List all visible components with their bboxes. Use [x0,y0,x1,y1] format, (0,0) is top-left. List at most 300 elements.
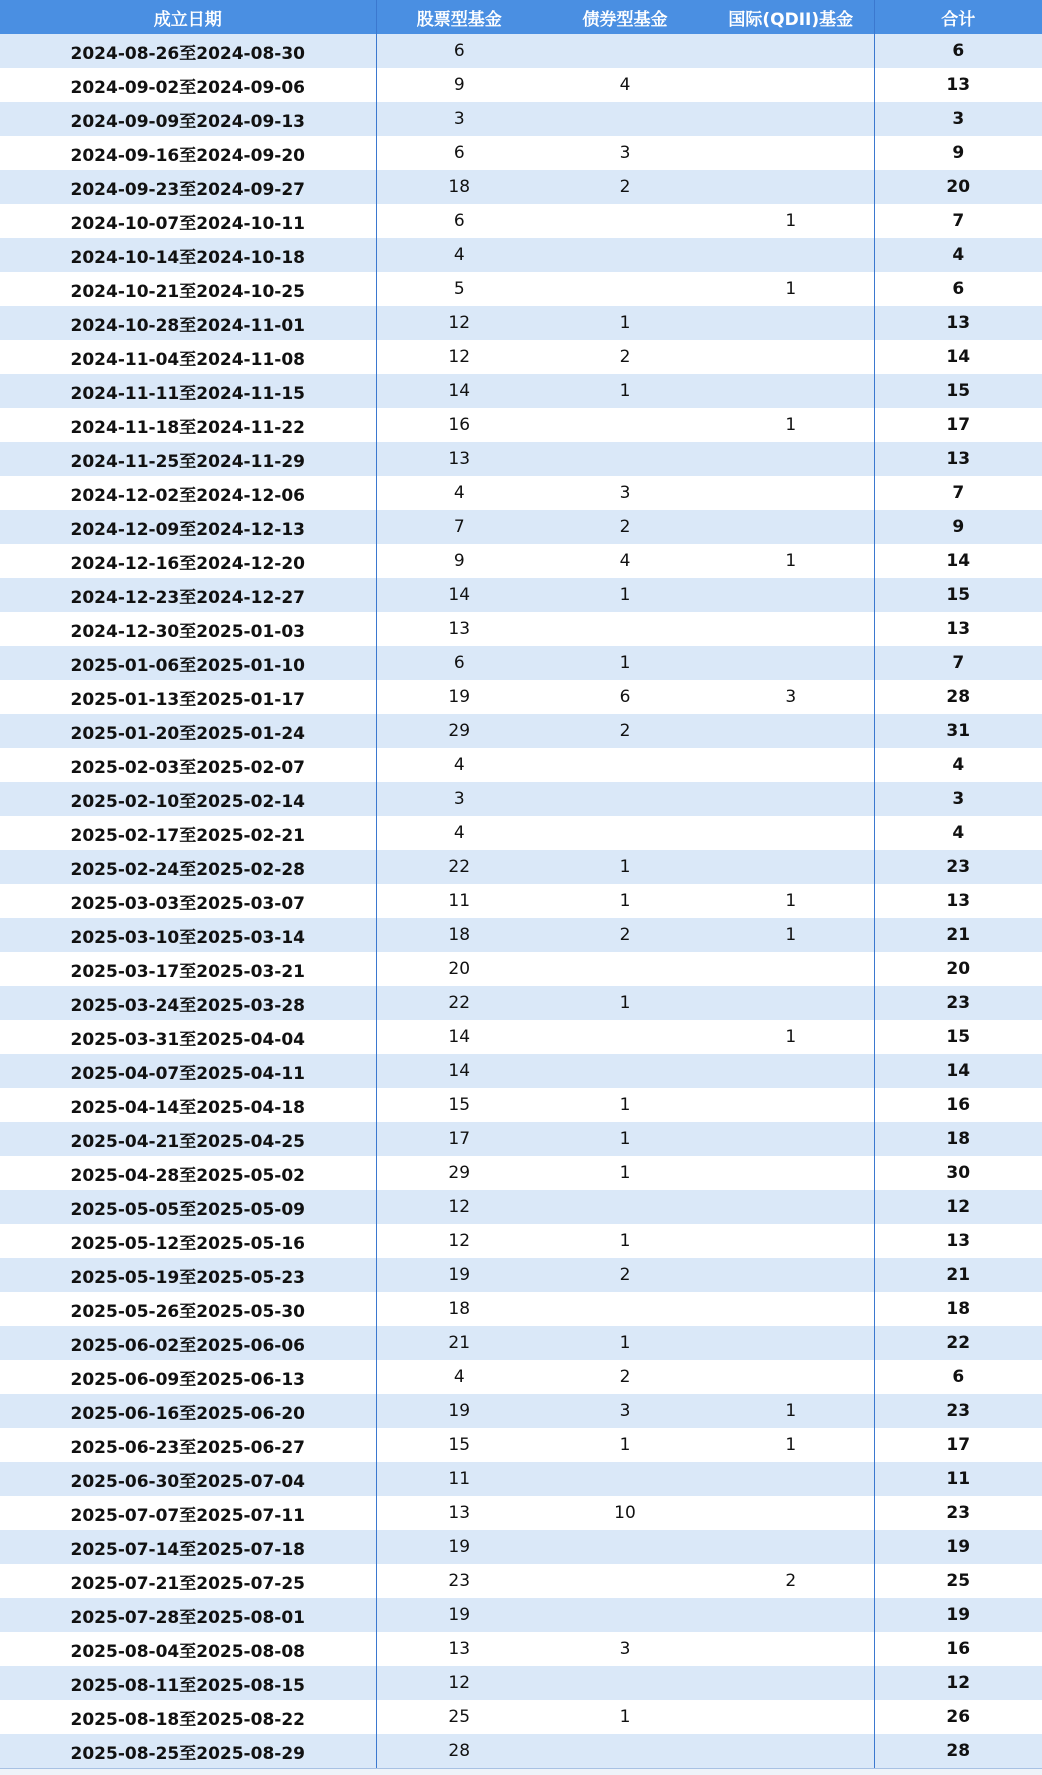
cell-equity: 4 [376,748,542,782]
header-qdii-fund: 国际(QDII)基金 [708,0,874,34]
cell-bond: 1 [542,884,708,918]
cell-qdii [708,1360,874,1394]
cell-total: 20 [874,170,1042,204]
cell-equity: 13 [376,442,542,476]
cell-date: 2025-03-10至2025-03-14 [0,918,376,952]
table-row [0,238,1042,272]
cell-bond [542,408,708,442]
cell-date: 2024-12-23至2024-12-27 [0,578,376,612]
cell-qdii [708,1598,874,1632]
cell-qdii [708,340,874,374]
cell-equity: 29 [376,714,542,748]
table-row [0,884,1042,918]
cell-qdii [708,442,874,476]
cell-qdii [708,578,874,612]
table-row [0,714,1042,748]
table-row [0,680,1042,714]
cell-date: 2024-11-18至2024-11-22 [0,408,376,442]
cell-qdii: 1 [708,1428,874,1462]
header-bond-fund: 债券型基金 [542,0,708,34]
table-row [0,544,1042,578]
cell-bond: 4 [542,68,708,102]
cell-date: 2025-04-14至2025-04-18 [0,1088,376,1122]
table-row [0,1734,1042,1768]
cell-date: 2025-06-16至2025-06-20 [0,1394,376,1428]
cell-date: 2025-08-25至2025-08-29 [0,1734,376,1768]
cell-bond [542,1054,708,1088]
cell-qdii: 1 [708,918,874,952]
cell-date: 2025-08-04至2025-08-08 [0,1632,376,1666]
table-row [0,170,1042,204]
cell-qdii: 1 [708,544,874,578]
cell-bond: 1 [542,646,708,680]
cell-equity: 14 [376,578,542,612]
cell-date: 2025-05-05至2025-05-09 [0,1190,376,1224]
cell-qdii [708,748,874,782]
cell-date: 2025-07-07至2025-07-11 [0,1496,376,1530]
cell-total: 6 [874,1360,1042,1394]
table-row [0,1360,1042,1394]
cell-date: 2024-11-11至2024-11-15 [0,374,376,408]
cell-qdii [708,1156,874,1190]
cell-qdii [708,714,874,748]
cell-bond [542,442,708,476]
cell-date: 2024-09-23至2024-09-27 [0,170,376,204]
cell-total: 23 [874,1496,1042,1530]
table-row [0,986,1042,1020]
cell-bond [542,1666,708,1700]
cell-qdii: 1 [708,204,874,238]
cell-qdii: 1 [708,408,874,442]
cell-equity: 20 [376,952,542,986]
cell-bond: 1 [542,1326,708,1360]
table-row [0,136,1042,170]
cell-bond [542,1530,708,1564]
header-row [0,0,1042,34]
cell-qdii [708,510,874,544]
cell-total: 28 [874,1734,1042,1768]
table-row [0,102,1042,136]
cell-qdii [708,1326,874,1360]
cell-equity: 13 [376,1496,542,1530]
cell-date: 2025-03-17至2025-03-21 [0,952,376,986]
cell-bond: 3 [542,136,708,170]
cell-total: 6 [874,272,1042,306]
cell-equity: 5 [376,272,542,306]
table-row [0,374,1042,408]
cell-bond: 4 [542,544,708,578]
cell-bond [542,748,708,782]
cell-qdii [708,1088,874,1122]
header-total: 合计 [874,0,1042,34]
table-row [0,204,1042,238]
cell-qdii [708,782,874,816]
table-row [0,1462,1042,1496]
table-row [0,510,1042,544]
cell-date: 2025-01-13至2025-01-17 [0,680,376,714]
cell-equity: 4 [376,238,542,272]
cell-date: 2025-04-28至2025-05-02 [0,1156,376,1190]
table-body [0,34,1042,1768]
cell-total: 15 [874,374,1042,408]
cell-bond: 2 [542,1258,708,1292]
cell-qdii [708,1632,874,1666]
cell-bond: 2 [542,170,708,204]
table-row [0,952,1042,986]
cell-date: 2024-09-16至2024-09-20 [0,136,376,170]
cell-qdii [708,170,874,204]
cell-total: 17 [874,1428,1042,1462]
cell-total: 19 [874,1598,1042,1632]
cell-equity: 12 [376,1666,542,1700]
cell-equity: 14 [376,1054,542,1088]
cell-bond [542,272,708,306]
cell-total: 7 [874,476,1042,510]
cell-total: 7 [874,204,1042,238]
cell-total: 21 [874,918,1042,952]
cell-date: 2025-05-12至2025-05-16 [0,1224,376,1258]
table-row [0,1428,1042,1462]
cell-equity: 11 [376,1462,542,1496]
cell-bond: 1 [542,1428,708,1462]
cell-total: 17 [874,408,1042,442]
cell-bond [542,1734,708,1768]
table-row [0,1632,1042,1666]
cell-total: 13 [874,612,1042,646]
cell-date: 2024-11-04至2024-11-08 [0,340,376,374]
cell-date: 2024-12-30至2025-01-03 [0,612,376,646]
table-header [0,0,1042,34]
cell-bond: 1 [542,578,708,612]
cell-qdii [708,476,874,510]
cell-bond: 1 [542,850,708,884]
cell-date: 2025-02-03至2025-02-07 [0,748,376,782]
cell-total: 6 [874,34,1042,68]
cell-equity: 28 [376,1734,542,1768]
cell-total: 4 [874,816,1042,850]
cell-qdii [708,1666,874,1700]
cell-total: 14 [874,340,1042,374]
cell-bond: 1 [542,1122,708,1156]
cell-bond: 1 [542,986,708,1020]
cell-bond: 1 [542,1088,708,1122]
cell-equity: 18 [376,170,542,204]
table-row [0,1258,1042,1292]
cell-total: 16 [874,1088,1042,1122]
cell-date: 2025-08-11至2025-08-15 [0,1666,376,1700]
cell-qdii: 1 [708,884,874,918]
cell-total: 25 [874,1564,1042,1598]
cell-bond: 1 [542,306,708,340]
table-row [0,1292,1042,1326]
cell-total: 30 [874,1156,1042,1190]
cell-equity: 13 [376,612,542,646]
cell-bond: 2 [542,918,708,952]
cell-equity: 14 [376,1020,542,1054]
cell-date: 2025-01-20至2025-01-24 [0,714,376,748]
cell-equity: 25 [376,1700,542,1734]
table-row [0,748,1042,782]
table-row [0,1700,1042,1734]
cell-qdii [708,1292,874,1326]
table-row [0,1054,1042,1088]
cell-qdii [708,1122,874,1156]
cell-date: 2025-06-02至2025-06-06 [0,1326,376,1360]
cell-total: 13 [874,884,1042,918]
cell-date: 2024-12-16至2024-12-20 [0,544,376,578]
table-row [0,612,1042,646]
cell-bond [542,612,708,646]
cell-bond [542,816,708,850]
cell-total: 7 [874,646,1042,680]
cell-equity: 22 [376,850,542,884]
cell-qdii: 2 [708,1564,874,1598]
cell-equity: 4 [376,816,542,850]
cell-total: 3 [874,782,1042,816]
cell-date: 2024-12-09至2024-12-13 [0,510,376,544]
table-row [0,408,1042,442]
cell-equity: 9 [376,68,542,102]
cell-bond [542,204,708,238]
cell-equity: 6 [376,136,542,170]
cell-equity: 3 [376,102,542,136]
cell-qdii [708,306,874,340]
cell-qdii [708,1258,874,1292]
cell-date: 2025-07-14至2025-07-18 [0,1530,376,1564]
cell-date: 2024-10-28至2024-11-01 [0,306,376,340]
cell-total: 9 [874,510,1042,544]
cell-total: 4 [874,748,1042,782]
table-row [0,1598,1042,1632]
cell-bond: 3 [542,1632,708,1666]
cell-total: 18 [874,1292,1042,1326]
cell-qdii [708,136,874,170]
cell-total: 13 [874,442,1042,476]
cell-bond: 1 [542,1700,708,1734]
cell-equity: 16 [376,408,542,442]
cell-qdii: 3 [708,680,874,714]
table-row [0,1496,1042,1530]
cell-qdii [708,1496,874,1530]
cell-total: 18 [874,1122,1042,1156]
cell-equity: 18 [376,1292,542,1326]
header-establish-date: 成立日期 [0,0,376,34]
cell-bond [542,1020,708,1054]
table-row [0,1122,1042,1156]
cell-equity: 4 [376,1360,542,1394]
cell-qdii [708,646,874,680]
cell-bond [542,238,708,272]
cell-qdii [708,1734,874,1768]
cell-bond: 2 [542,1360,708,1394]
cell-date: 2024-09-09至2024-09-13 [0,102,376,136]
cell-total: 16 [874,1632,1042,1666]
cell-equity: 19 [376,1598,542,1632]
cell-bond: 3 [542,476,708,510]
cell-equity: 15 [376,1428,542,1462]
table-row [0,850,1042,884]
cell-bond [542,102,708,136]
table-row [0,1224,1042,1258]
cell-total: 23 [874,1394,1042,1428]
cell-equity: 14 [376,374,542,408]
cell-qdii [708,1462,874,1496]
cell-equity: 15 [376,1088,542,1122]
header-equity-fund: 股票型基金 [376,0,542,34]
cell-qdii [708,952,874,986]
cell-equity: 19 [376,1394,542,1428]
cell-bond [542,34,708,68]
cell-equity: 4 [376,476,542,510]
cell-total: 15 [874,1020,1042,1054]
cell-date: 2024-10-14至2024-10-18 [0,238,376,272]
cell-qdii [708,34,874,68]
cell-equity: 6 [376,646,542,680]
cell-total: 13 [874,1224,1042,1258]
cell-total: 26 [874,1700,1042,1734]
table-row [0,1156,1042,1190]
cell-date: 2024-10-21至2024-10-25 [0,272,376,306]
table-row [0,1394,1042,1428]
cell-bond: 2 [542,714,708,748]
cell-bond: 6 [542,680,708,714]
table-row [0,1666,1042,1700]
cell-qdii [708,612,874,646]
cell-qdii [708,1530,874,1564]
cell-date: 2024-10-07至2024-10-11 [0,204,376,238]
cell-equity: 19 [376,1258,542,1292]
cell-bond [542,1462,708,1496]
cell-qdii: 1 [708,1020,874,1054]
cell-qdii [708,238,874,272]
cell-date: 2025-06-23至2025-06-27 [0,1428,376,1462]
table-row [0,1020,1042,1054]
cell-total: 13 [874,68,1042,102]
cell-date: 2024-08-26至2024-08-30 [0,34,376,68]
cell-total: 9 [874,136,1042,170]
cell-date: 2025-08-18至2025-08-22 [0,1700,376,1734]
cell-date: 2025-06-09至2025-06-13 [0,1360,376,1394]
cell-qdii [708,374,874,408]
cell-bond: 1 [542,1224,708,1258]
cell-total: 21 [874,1258,1042,1292]
cell-equity: 12 [376,1224,542,1258]
cell-total: 3 [874,102,1042,136]
cell-total: 14 [874,544,1042,578]
cell-bond [542,1292,708,1326]
cell-equity: 3 [376,782,542,816]
table-row [0,34,1042,68]
cell-equity: 12 [376,1190,542,1224]
table-row [0,1190,1042,1224]
cell-equity: 9 [376,544,542,578]
cell-equity: 12 [376,306,542,340]
cell-date: 2025-03-24至2025-03-28 [0,986,376,1020]
cell-bond [542,1564,708,1598]
cell-date: 2025-05-26至2025-05-30 [0,1292,376,1326]
cell-bond: 1 [542,1156,708,1190]
cell-equity: 7 [376,510,542,544]
cell-qdii [708,816,874,850]
cell-qdii [708,850,874,884]
cell-qdii: 1 [708,1394,874,1428]
cell-date: 2025-06-30至2025-07-04 [0,1462,376,1496]
table-row [0,1530,1042,1564]
table-row [0,646,1042,680]
cell-equity: 23 [376,1564,542,1598]
table-row [0,1088,1042,1122]
cell-bond [542,952,708,986]
table-row [0,918,1042,952]
table-row [0,340,1042,374]
cell-equity: 6 [376,204,542,238]
cell-date: 2024-11-25至2024-11-29 [0,442,376,476]
cell-equity: 18 [376,918,542,952]
cell-date: 2024-09-02至2024-09-06 [0,68,376,102]
cell-equity: 19 [376,680,542,714]
cell-date: 2025-03-03至2025-03-07 [0,884,376,918]
cell-date: 2025-04-07至2025-04-11 [0,1054,376,1088]
cell-bond: 1 [542,374,708,408]
cell-equity: 22 [376,986,542,1020]
cell-total: 28 [874,680,1042,714]
cell-equity: 29 [376,1156,542,1190]
table-row [0,578,1042,612]
cell-equity: 13 [376,1632,542,1666]
table-row [0,442,1042,476]
cell-total: 12 [874,1190,1042,1224]
cell-equity: 11 [376,884,542,918]
cell-bond [542,1190,708,1224]
table-row [0,68,1042,102]
cell-date: 2025-02-10至2025-02-14 [0,782,376,816]
cell-qdii [708,102,874,136]
table-row [0,476,1042,510]
table-row [0,816,1042,850]
cell-date: 2025-04-21至2025-04-25 [0,1122,376,1156]
cell-total: 23 [874,986,1042,1020]
cell-total: 19 [874,1530,1042,1564]
cell-bond: 2 [542,340,708,374]
cell-total: 13 [874,306,1042,340]
cell-qdii [708,68,874,102]
cell-total: 15 [874,578,1042,612]
cell-date: 2025-05-19至2025-05-23 [0,1258,376,1292]
cell-total: 23 [874,850,1042,884]
cell-total: 22 [874,1326,1042,1360]
table-row [0,782,1042,816]
cell-qdii [708,1054,874,1088]
cell-qdii [708,986,874,1020]
cell-qdii [708,1224,874,1258]
table-row [0,1326,1042,1360]
cell-total: 20 [874,952,1042,986]
cell-bond [542,782,708,816]
cell-bond: 2 [542,510,708,544]
cell-qdii [708,1700,874,1734]
cell-date: 2025-02-24至2025-02-28 [0,850,376,884]
cell-bond: 10 [542,1496,708,1530]
cell-equity: 17 [376,1122,542,1156]
cell-total: 14 [874,1054,1042,1088]
cell-qdii [708,1190,874,1224]
cell-total: 31 [874,714,1042,748]
cell-total: 4 [874,238,1042,272]
cell-equity: 6 [376,34,542,68]
cell-date: 2025-01-06至2025-01-10 [0,646,376,680]
cell-bond: 3 [542,1394,708,1428]
cell-total: 11 [874,1462,1042,1496]
